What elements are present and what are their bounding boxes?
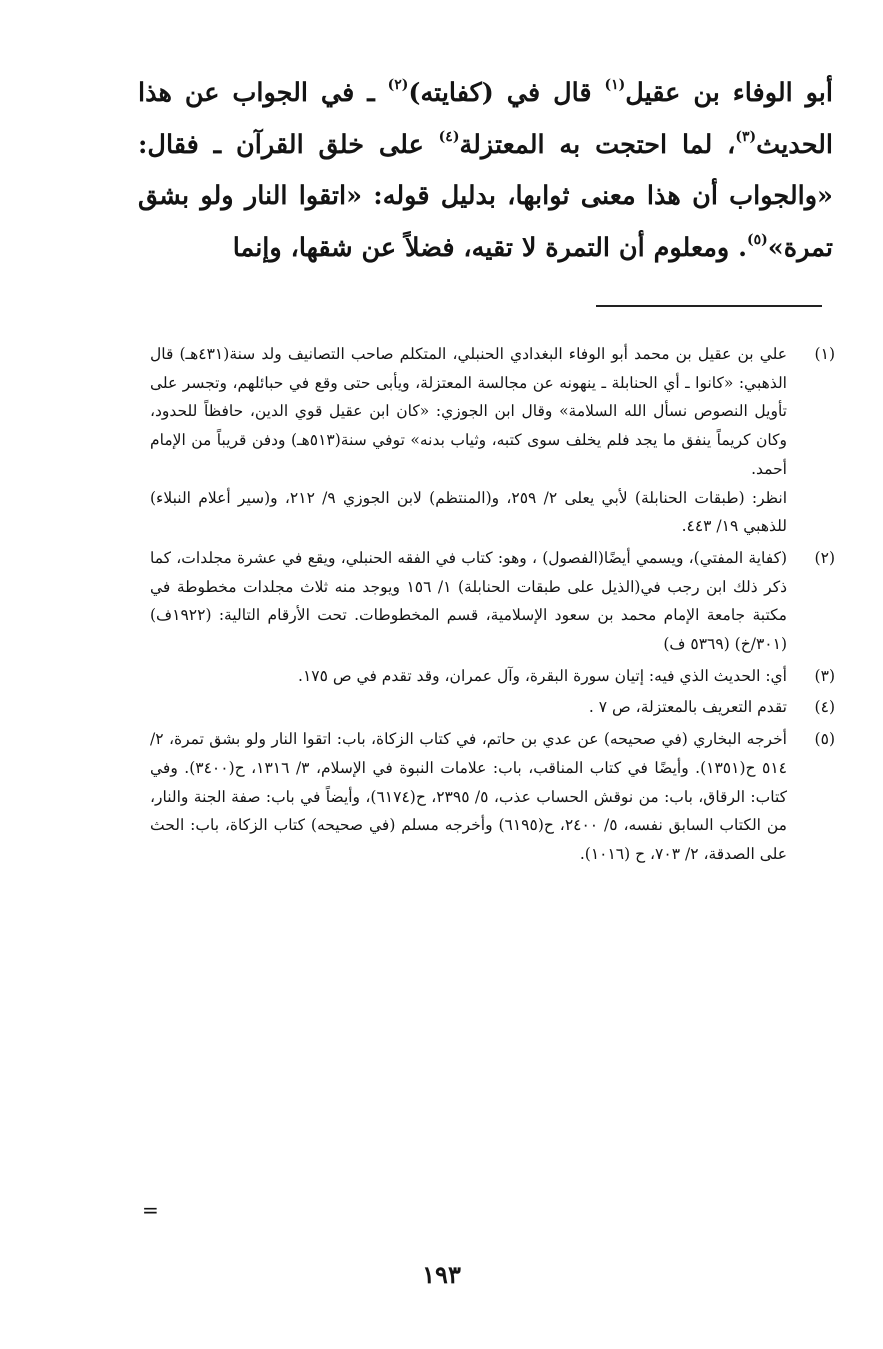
footnote-ref-5[interactable]: (٥): [747, 231, 768, 248]
footnote-text: [150, 693, 787, 722]
footnote-number: (١): [814, 345, 835, 363]
footnote-paragraph: علي بن عقيل بن محمد أبو الوفاء البغدادي الحنبلي، المتكلم صاحب التصانيف ولد سنة(٤٣١هـ) قال الذهبي: «كانوا ـ أي الحنابلة ـ ينهونه عن مجالسة المعتزلة، ويأبى حتى وقع في حبائلهم، وتجسر على تأويل النصوص نسأل الله السلامة» وقال ابن الجوزي: «كان ابن عقيل قوي الدين، حافظاً للحدود، وكان كريماً ينفق ما يجد فلم يخلف سوى كتبه، وثياب بدنه» توفي سنة(٥١٣هـ) ودفن قريباً من الإمام أحمد.: [150, 345, 787, 478]
main-text: [138, 68, 833, 274]
main-paragraph: [138, 68, 833, 274]
text-run: أبو الوفاء بن عقيل: [625, 78, 833, 108]
footnote-number: (٥): [814, 730, 835, 749]
footnote-number: (٤): [814, 698, 835, 717]
page-number: ١٩٣: [422, 1260, 461, 1289]
margin-mark: =: [142, 1198, 159, 1222]
footnote-text: [150, 544, 787, 659]
footnote-paragraph: تقدم التعريف بالمعتزلة، ص ٧ .: [588, 698, 787, 717]
footnote-ref-2[interactable]: (٢): [387, 77, 409, 93]
footnote-separator: [596, 305, 822, 307]
footnote-ref-1[interactable]: (١): [604, 77, 626, 93]
footnote-5: [150, 725, 835, 869]
footnote-number: (٢): [814, 548, 835, 567]
text-run: ـ في الجواب عن هذا الحديث: [138, 78, 834, 160]
text-run: قال في (كفايته): [408, 78, 605, 108]
footnote-ref-4[interactable]: (٤): [438, 128, 460, 145]
footnote-text: [150, 662, 787, 691]
footnote-paragraph: (كفاية المفتي)، ويسمي أيضًا(الفصول) ، وهو: كتاب في الفقه الحنبلي، ويقع في عشرة مجلدات، كما ذكر ذلك ابن رجب في(الذيل على طبقات الحنابلة) ١/ ١٥٦ ويوجد منه ثلاث مجلدات مخطوطة في مكتبة جامعة الإمام محمد بن سعود الإسلامية، قسم المخطوطات. تحت الأرقام التالية: (١٩٢٢ف) (٣٠١/خ) (٥٣٦٩ ف): [150, 548, 787, 654]
footnote-2: [150, 544, 835, 659]
footnote-paragraph: انظر: (طبقات الحنابلة) لأبي يعلى ٢/ ٢٥٩، و(المنتظم) لابن الجوزي ٩/ ٢١٢، و(سير أعلام النبلاء) للذهبي ١٩/ ٤٤٣.: [150, 488, 787, 536]
text-run: على خلق القرآن ـ فقال: «والجواب أن هذا معنى ثوابها، بدليل قوله: «اتقوا النار ولو بشق تمرة»: [138, 129, 833, 263]
footnote-number: (٣): [814, 666, 835, 685]
footnote-ref-3[interactable]: (٣): [735, 128, 757, 145]
footnote-paragraph: أي: الحديث الذي فيه: إتيان سورة البقرة، وآل عمران، وقد تقدم في ص ١٧٥.: [298, 666, 787, 685]
footnote-1: [150, 340, 835, 541]
footnote-paragraph: أخرجه البخاري (في صحيحه) عن عدي بن حاتم، في كتاب الزكاة، باب: اتقوا النار ولو بشق تمرة، ٢/ ٥١٤ ح(١٣٥١). وأيضًا في كتاب المناقب، باب: علامات النبوة في الإسلام، ٣/ ١٣١٦، ح(٣٤٠٠). وفي كتاب: الرقاق، باب: من نوقش الحساب عذب، ٥/ ٢٣٩٥، ح(٦١٧٤)، وأيضاً في باب: صفة الجنة والنار، من الكتاب السابق نفسه، ٥/ ٢٤٠٠، ح(٦١٩٥) وأخرجه مسلم (في صحيحه) كتاب الزكاة، باب: الحث على الصدقة، ٢/ ٧٠٣، ح (١٠١٦).: [150, 730, 788, 863]
footnote-text: [150, 725, 787, 869]
footnote-3: [150, 662, 835, 691]
footnotes: [150, 340, 835, 872]
text-run: . ومعلوم أن التمرة لا تقيه، فضلاً عن شقها، وإنما: [232, 232, 747, 263]
footnote-text: [150, 340, 787, 541]
footnote-4: [150, 693, 835, 722]
text-run: ، لما احتجت به المعتزلة: [459, 129, 736, 160]
